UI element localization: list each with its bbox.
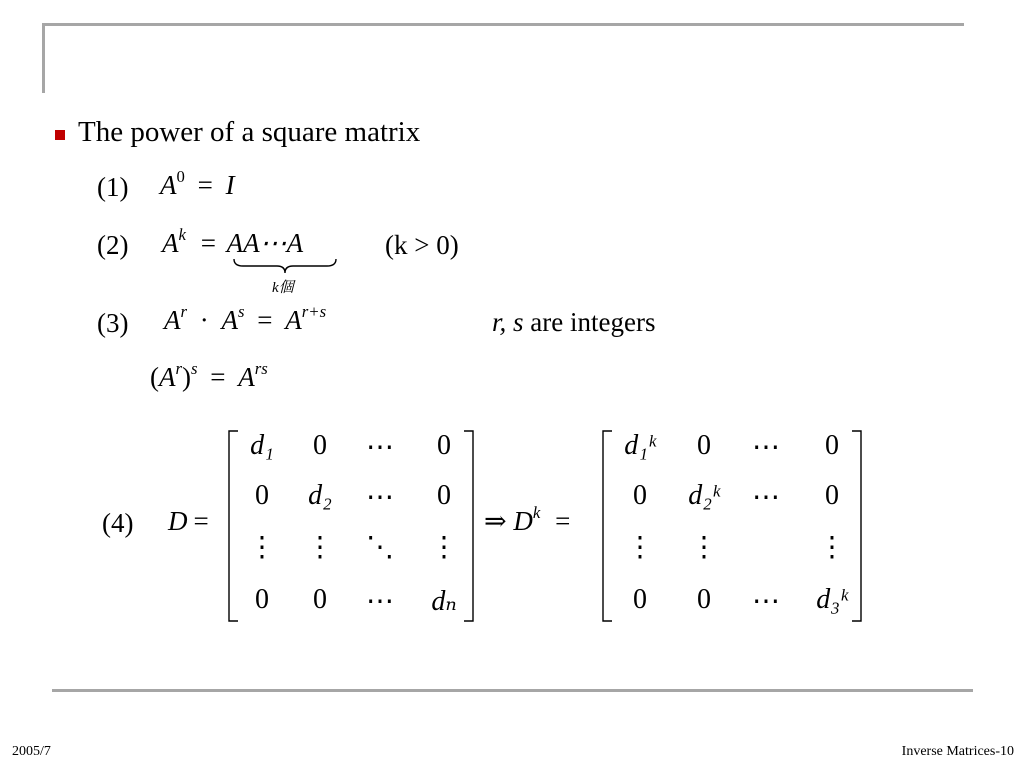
eq3-note-vars: r, s [492, 307, 524, 337]
eq2-base: A [162, 228, 179, 258]
eq1-label: (1) [97, 172, 129, 202]
eq2-expression [162, 225, 304, 259]
matrix-cell: d₃ᵏ [816, 584, 848, 615]
matrix-cell: 0 [825, 480, 839, 511]
matrix-cell: ⋯ [366, 586, 394, 617]
eq1-exponent: 0 [176, 167, 185, 187]
slide-frame-bottom-line [52, 689, 973, 692]
slide-frame-left-line [42, 23, 45, 93]
matrix-cell: ⋯ [366, 482, 394, 513]
eq2-exponent: k [178, 225, 186, 245]
matrix-cell: 0 [633, 584, 647, 615]
matrix-cell: dₙ [431, 586, 457, 617]
slide-heading: The power of a square matrix [78, 116, 421, 148]
eq3-label: (3) [97, 308, 129, 338]
eq2-rhs: AA⋯A [226, 228, 304, 258]
matrix-cell: d₁ [250, 430, 274, 461]
matrix-cell: ⋮ [818, 532, 846, 563]
matrix-cell: 0 [255, 480, 269, 511]
matrix-cell: ⋯ [752, 586, 780, 617]
matrix-cell: d₂ [308, 480, 332, 511]
matrix-cell: ⋯ [752, 482, 780, 513]
bullet-square-icon [55, 130, 65, 140]
matrix-cell: 0 [697, 430, 711, 461]
matrix-cell: ⋮ [430, 532, 458, 563]
footer-slide-title: Inverse Matrices-10 [901, 744, 1014, 759]
matrix-cell: 0 [697, 584, 711, 615]
slide-frame-top-line [42, 23, 964, 26]
matrix-cell: ⋮ [248, 532, 276, 563]
matrix-cell: ⋮ [306, 532, 334, 563]
eq2-equals: = [200, 228, 216, 258]
matrix-d-power-k [600, 428, 864, 624]
eq3-note-text: are integers [530, 307, 656, 337]
eq3-note [492, 307, 655, 338]
eq4-label: (4) [102, 508, 134, 538]
eq1-base: A [160, 170, 177, 200]
eq1-equals: = [197, 170, 213, 200]
eq3-expression: $A^r \cdot A^s = A^{r+s}$ [164, 302, 327, 335]
matrix-cell: 0 [633, 480, 647, 511]
footer-date: 2005/7 [12, 744, 51, 759]
eq4-lhs: D = [168, 506, 209, 536]
matrix-cell: ⋯ [752, 432, 780, 463]
eq2-condition: (k > 0) [385, 230, 459, 260]
matrix-cell: d₂ᵏ [688, 480, 720, 511]
eq1-rhs: I [225, 170, 235, 200]
eq2-brace-label: k個 [272, 280, 294, 296]
eq1-expression [160, 167, 235, 201]
underbrace-icon [233, 258, 337, 274]
matrix-cell: ⋮ [690, 532, 718, 563]
matrix-cell: ⋯ [366, 432, 394, 463]
implies-arrow-icon: ⇒ [484, 506, 507, 536]
matrix-cell: 0 [437, 480, 451, 511]
matrix-cell: 0 [313, 584, 327, 615]
matrix-cell: ⋮ [626, 532, 654, 563]
matrix-d [226, 428, 476, 624]
eq2-label: (2) [97, 230, 129, 260]
matrix-cell: 0 [313, 430, 327, 461]
matrix-cell: ⋱ [366, 532, 394, 563]
eq3b-expression: $(A^r)^s = A^{rs}$ [150, 359, 268, 392]
matrix-cell: 0 [255, 584, 269, 615]
matrix-cell: d₁ᵏ [624, 430, 656, 461]
matrix-cell: 0 [825, 430, 839, 461]
matrix-cell: 0 [437, 430, 451, 461]
eq4-rhs-lhs: ⇒ $D^k$ = [484, 503, 571, 536]
